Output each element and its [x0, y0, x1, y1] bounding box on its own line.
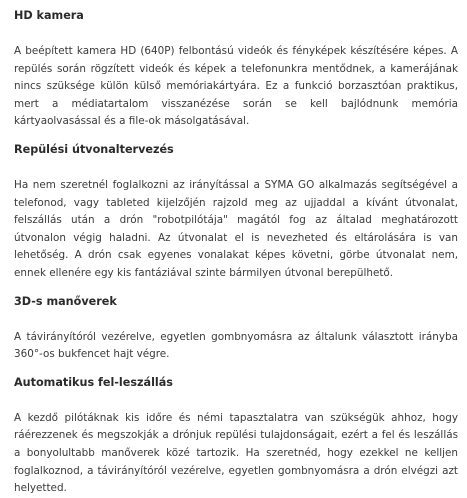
section-paragraph: A beépített kamera HD (640P) felbontású videók és fényképek készítésére képes. A repülés során rögzített videók és képek a telefonunkra mentődnek, a kamerájának nincs szüksége külön külső memóriakártyára. Ez a funkció borzasztóan praktikus, mert a médiatartalom visszanézése során se kell bajlódnunk memória kártyaolvasással és a file-ok másolgatásával. — [14, 45, 458, 128]
section-paragraph: A távirányítóról vezérelve, egyetlen gombnyomásra az általunk választott irányba 360°-os bukfencet hajt végre. — [14, 330, 458, 361]
section-route-planning — [14, 143, 458, 283]
section-paragraph: Ha nem szeretnél foglalkozni az irányítással a SYMA GO alkalmazás segítségével a telefonod, vagy tableted kijelzőjén rajzold meg az ujjaddal a kívánt útvonalat, felszállás után a drón "robotpilótája" magától fog az általad meghatározott útvonalon végig haladni. Az útvonalat el is nevezheted és eltárolására is van lehetőség. A drón csak egyenes vonalakat képes követni, görbe útvonalat nem, ennek ellenére egy kis fantáziával szinte bármilyen útvonal berepülhető. — [14, 178, 458, 279]
section-title: HD kamera — [14, 9, 84, 22]
section-title: Repülési útvonaltervezés — [14, 142, 174, 156]
section-3d-maneuvers — [14, 295, 458, 364]
section-title: Automatikus fel-leszállás — [14, 375, 173, 389]
section-title: 3D-s manőverek — [14, 294, 117, 308]
section-auto-takeoff-landing — [14, 376, 458, 498]
section-hd-camera — [14, 9, 458, 131]
section-paragraph: A kezdő pilótáknak kis időre és némi tapasztalatra van szükségük ahhoz, hogy ráérezzenek és megszokják a drónjuk repülési tulajdonságait, ezért a fel és leszállás a bonyolultabb manőverek közé tartozik. Ha szeretnéd, hogy ezekkel ne kelljen foglalkoznod, a távirányítóról vezérelve, egyetlen gombnyomásra a drón elvégzi azt helyetted. — [14, 411, 458, 495]
